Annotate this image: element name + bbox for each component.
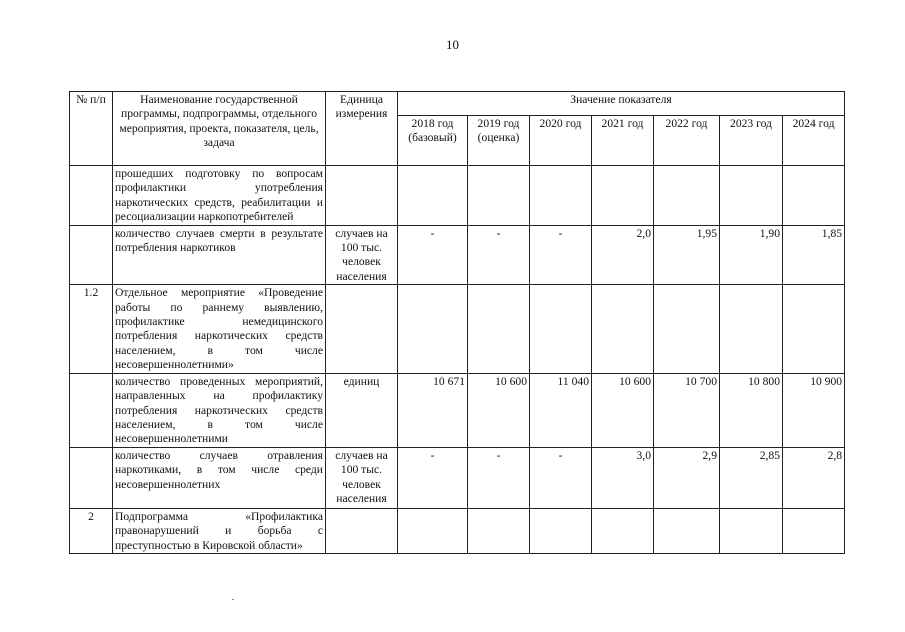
table-row	[70, 225, 845, 285]
header-year: 2020 год	[530, 116, 592, 166]
header-year: 2019 год (оценка)	[468, 116, 530, 166]
row-value: 2,9	[654, 447, 720, 508]
table-row	[70, 508, 845, 553]
row-name: Отдельное мероприятие «Проведение работы по раннему выявлению, профилактике немедицинского потребления наркотических средств населением, в том числе несовершеннолетними»	[113, 285, 326, 373]
header-name: Наименование государственной программы, подпрограммы, отдельного мероприятия, проекта, показателя, цель, задача	[113, 92, 326, 166]
row-value: 10 900	[783, 373, 845, 447]
row-name: количество случаев отравления наркотиками, в том числе среди несовершеннолетних	[113, 447, 326, 508]
row-value: 2,85	[720, 447, 783, 508]
row-value	[592, 285, 654, 373]
table-row	[70, 285, 845, 373]
scan-speck	[232, 599, 234, 600]
row-unit: случаев на 100 тыс. человек населения	[326, 225, 398, 285]
row-num	[70, 166, 113, 226]
row-value	[468, 508, 530, 553]
row-value: 3,0	[592, 447, 654, 508]
header-year: 2022 год	[654, 116, 720, 166]
row-value: -	[398, 225, 468, 285]
row-name: количество случаев смерти в результате потребления наркотиков	[113, 225, 326, 285]
row-num: 2	[70, 508, 113, 553]
row-unit: единиц	[326, 373, 398, 447]
row-num	[70, 373, 113, 447]
row-value: 10 671	[398, 373, 468, 447]
table-row	[70, 447, 845, 508]
row-value	[530, 166, 592, 226]
row-value: -	[530, 447, 592, 508]
row-value	[783, 508, 845, 553]
row-value: 2,8	[783, 447, 845, 508]
row-value: 1,95	[654, 225, 720, 285]
row-value	[468, 166, 530, 226]
table-row	[70, 373, 845, 447]
row-value: 1,85	[783, 225, 845, 285]
row-unit	[326, 166, 398, 226]
row-value: 1,90	[720, 225, 783, 285]
row-value: 10 800	[720, 373, 783, 447]
header-value-group: Значение показателя	[398, 92, 845, 116]
row-unit: случаев на 100 тыс. человек населения	[326, 447, 398, 508]
row-value	[720, 166, 783, 226]
page-number: 10	[446, 37, 459, 52]
row-value: 2,0	[592, 225, 654, 285]
row-unit	[326, 508, 398, 553]
row-value	[592, 166, 654, 226]
header-year: 2023 год	[720, 116, 783, 166]
row-num	[70, 447, 113, 508]
row-name: прошедших подготовку по вопросам профилактики употребления наркотических средств, реабилитации и ресоциализации наркопотребителей	[113, 166, 326, 226]
row-value	[530, 508, 592, 553]
row-value	[654, 285, 720, 373]
row-num: 1.2	[70, 285, 113, 373]
row-value: -	[468, 225, 530, 285]
row-value: -	[398, 447, 468, 508]
row-value: 10 600	[592, 373, 654, 447]
row-value: -	[530, 225, 592, 285]
row-value	[720, 508, 783, 553]
header-year: 2018 год (базовый)	[398, 116, 468, 166]
row-unit	[326, 285, 398, 373]
row-value	[783, 285, 845, 373]
header-unit: Единица измерения	[326, 92, 398, 166]
row-value	[783, 166, 845, 226]
row-value	[654, 508, 720, 553]
row-value: 10 700	[654, 373, 720, 447]
row-value: 11 040	[530, 373, 592, 447]
row-value	[720, 285, 783, 373]
row-value	[530, 285, 592, 373]
row-value: -	[468, 447, 530, 508]
header-year: 2021 год	[592, 116, 654, 166]
row-value	[468, 285, 530, 373]
row-name: количество проведенных мероприятий, направленных на профилактику потребления наркотических средств населением, в том числе несовершеннолетними	[113, 373, 326, 447]
row-value	[398, 166, 468, 226]
row-name: Подпрограмма «Профилактика правонарушений и борьба с преступностью в Кировской области»	[113, 508, 326, 553]
row-value	[398, 508, 468, 553]
indicator-table	[69, 91, 845, 554]
row-value	[654, 166, 720, 226]
header-year: 2024 год	[783, 116, 845, 166]
row-num	[70, 225, 113, 285]
table-row	[70, 166, 845, 226]
row-value	[398, 285, 468, 373]
header-num: № п/п	[70, 92, 113, 166]
row-value: 10 600	[468, 373, 530, 447]
row-value	[592, 508, 654, 553]
